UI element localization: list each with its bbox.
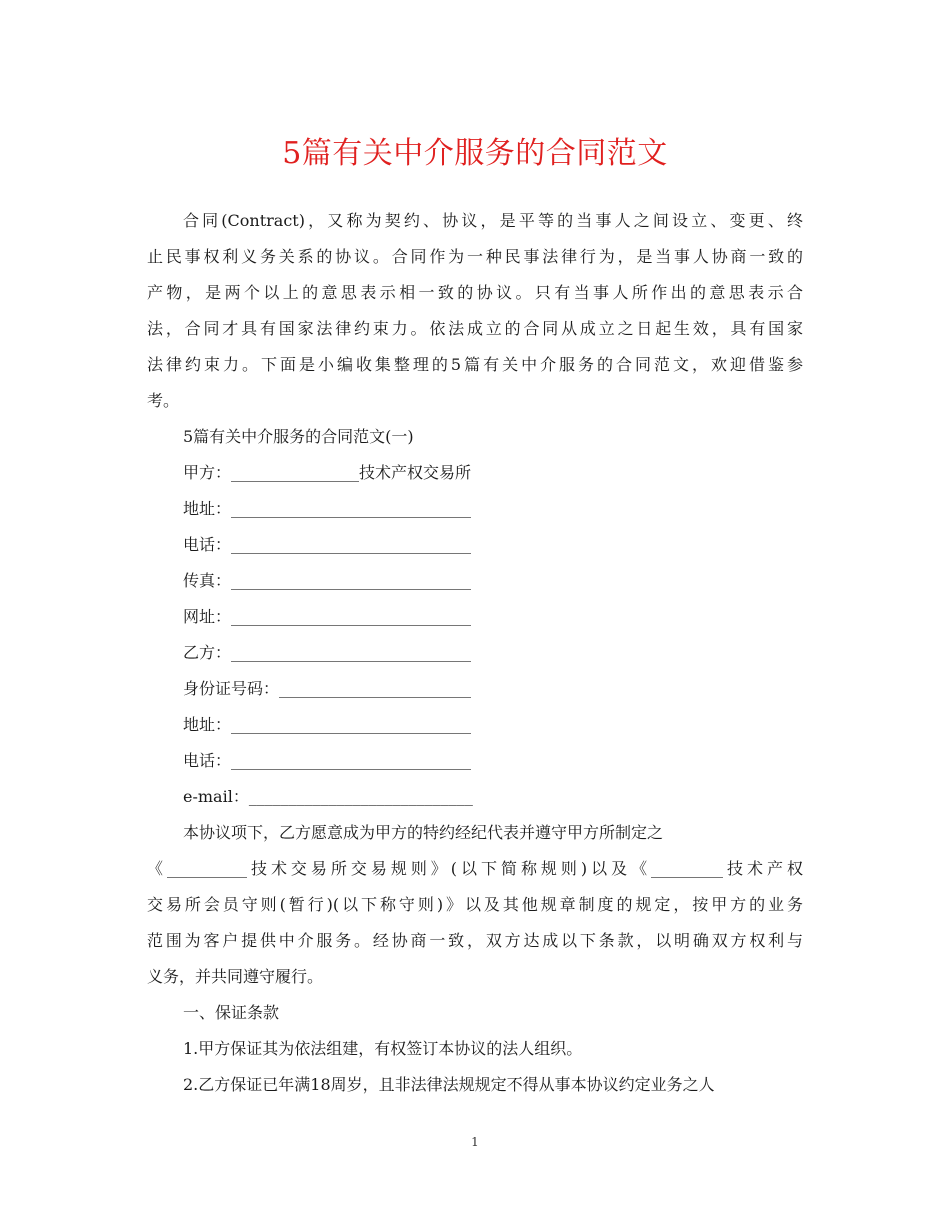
- phone-field: 电话：______________________________: [183, 535, 472, 554]
- clause-item: 1.甲方保证其为依法组建，有权签订本协议的法人组织。: [183, 1039, 583, 1058]
- clause-item: 2.乙方保证已年满18周岁，且非法律法规规定不得从事本协议约定业务之人: [183, 1075, 715, 1094]
- phone-field: 电话：______________________________: [183, 751, 472, 770]
- fax-field: 传真：______________________________: [183, 571, 472, 590]
- document-title: 5篇有关中介服务的合同范文: [282, 136, 668, 171]
- agreement-line: 本协议项下，乙方愿意成为甲方的特约经纪代表并遵守甲方所制定之: [183, 823, 664, 842]
- intro-line: 考。: [147, 391, 180, 410]
- email-field: e-mail：____________________________: [183, 787, 473, 806]
- intro-line: 止民事权利义务关系的协议。合同作为一种民事法律行为，是当事人协商一致的: [147, 247, 803, 266]
- intro-line: 产物，是两个以上的意思表示相一致的协议。只有当事人所作出的意思表示合: [147, 283, 803, 302]
- agreement-line: 《__________技术交易所交易规则》(以下简称规则)以及《_________技术产权: [147, 859, 803, 878]
- party-b-field: 乙方：______________________________: [183, 643, 472, 662]
- intro-line: 法，合同才具有国家法律约束力。依法成立的合同从成立之日起生效，具有国家: [147, 319, 803, 338]
- address-field: 地址：______________________________: [183, 499, 472, 518]
- agreement-line: 义务，并共同遵守履行。: [147, 967, 324, 986]
- intro-line: 法律约束力。下面是小编收集整理的5篇有关中介服务的合同范文，欢迎借鉴参: [147, 355, 803, 374]
- section-heading: 5篇有关中介服务的合同范文(一): [183, 427, 414, 446]
- intro-line: 合同(Contract)，又称为契约、协议，是平等的当事人之间设立、变更、终: [183, 211, 803, 230]
- page-number: 1: [471, 1135, 479, 1149]
- website-field: 网址：______________________________: [183, 607, 472, 626]
- clause-heading: 一、保证条款: [183, 1003, 280, 1022]
- document-body: [147, 203, 803, 1103]
- address-field: 地址：______________________________: [183, 715, 472, 734]
- party-a-field: 甲方：________________技术产权交易所: [183, 463, 472, 482]
- id-number-field: 身份证号码：________________________: [183, 679, 472, 698]
- agreement-line: 交易所会员守则(暂行)(以下称守则)》以及其他规章制度的规定，按甲方的业务: [147, 895, 803, 914]
- agreement-line: 范围为客户提供中介服务。经协商一致，双方达成以下条款，以明确双方权利与: [147, 931, 803, 950]
